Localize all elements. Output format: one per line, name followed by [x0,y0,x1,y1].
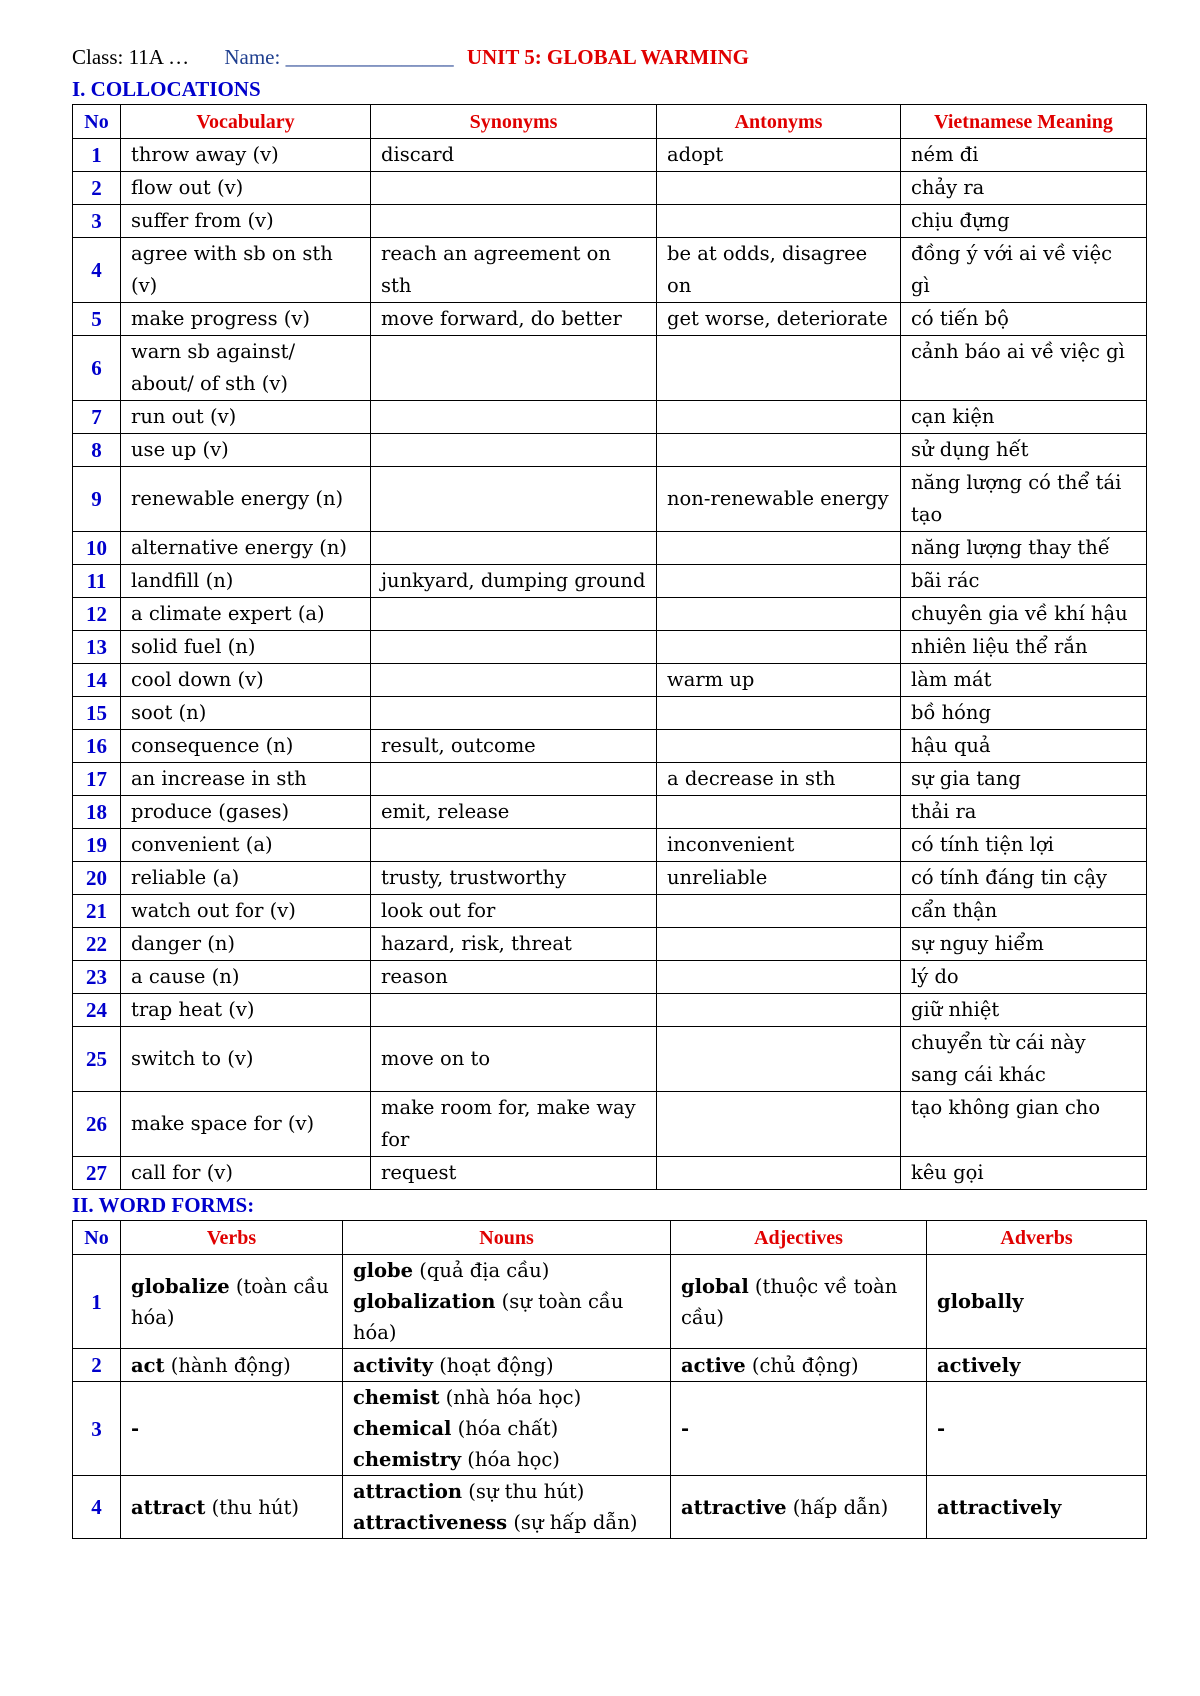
row-number: 8 [73,434,121,467]
adverbs-cell [927,1349,1147,1382]
word-gloss: (chủ động) [745,1353,859,1377]
antonyms-cell: warm up [657,664,901,697]
vocabulary-cell: suffer from (v) [121,205,371,238]
nouns-cell [343,1382,671,1476]
antonyms-cell [657,796,901,829]
meaning-cell: tạo không gian cho [901,1092,1147,1157]
verbs-cell [121,1349,343,1382]
word-form: attractiveness [353,1511,508,1534]
adjectives-cell [671,1349,927,1382]
antonyms-cell [657,565,901,598]
word-gloss: (thu hút) [205,1495,299,1519]
table-row [73,401,1147,434]
table-row [73,763,1147,796]
synonyms-cell [371,598,657,631]
meaning-cell: giữ nhiệt [901,994,1147,1027]
row-number: 6 [73,336,121,401]
table-row [73,862,1147,895]
meaning-cell: năng lượng thay thế [901,532,1147,565]
row-number: 23 [73,961,121,994]
antonyms-cell [657,172,901,205]
unit-title: UNIT 5: GLOBAL WARMING [466,45,749,69]
meaning-cell: có tiến bộ [901,303,1147,336]
antonyms-cell [657,1027,901,1092]
vocabulary-cell: make space for (v) [121,1092,371,1157]
word-entry [937,1350,1136,1381]
meaning-cell: nhiên liệu thể rắn [901,631,1147,664]
vocabulary-cell: convenient (a) [121,829,371,862]
antonyms-cell [657,697,901,730]
adverbs-cell [927,1255,1147,1349]
column-header-adverbs: Adverbs [927,1221,1147,1255]
antonyms-cell [657,994,901,1027]
column-header-verbs: Verbs [121,1221,343,1255]
column-header-synonyms: Synonyms [371,105,657,139]
synonyms-cell [371,336,657,401]
meaning-cell: cạn kiện [901,401,1147,434]
word-gloss: (hóa học) [461,1448,560,1471]
antonyms-cell [657,961,901,994]
nouns-cell [343,1349,671,1382]
word-entry [353,1444,660,1475]
table-row [73,1092,1147,1157]
meaning-cell: sử dụng hết [901,434,1147,467]
verbs-cell [121,1255,343,1349]
table-row [73,532,1147,565]
row-number: 11 [73,565,121,598]
column-header-vocabulary: Vocabulary [121,105,371,139]
word-form: actively [937,1353,1021,1377]
vocabulary-cell: an increase in sth [121,763,371,796]
adjectives-cell [671,1476,927,1539]
synonyms-cell: hazard, risk, threat [371,928,657,961]
synonyms-cell [371,434,657,467]
vocabulary-cell: reliable (a) [121,862,371,895]
meaning-cell: bãi rác [901,565,1147,598]
worksheet-header [72,40,1146,74]
column-header-no: No [73,105,121,139]
word-gloss: (hoạt động) [433,1353,554,1377]
synonyms-cell [371,994,657,1027]
row-number: 17 [73,763,121,796]
antonyms-cell [657,205,901,238]
row-number: 16 [73,730,121,763]
word-entry [353,1413,660,1444]
row-number: 10 [73,532,121,565]
table-row [73,1255,1147,1349]
antonyms-cell [657,631,901,664]
synonyms-cell: discard [371,139,657,172]
antonyms-cell: non-renewable energy [657,467,901,532]
table-row [73,172,1147,205]
antonyms-cell [657,598,901,631]
synonyms-cell [371,532,657,565]
word-form: attraction [353,1480,463,1503]
synonyms-cell: result, outcome [371,730,657,763]
collocations-table [72,104,1147,1190]
row-number: 7 [73,401,121,434]
vocabulary-cell: solid fuel (n) [121,631,371,664]
row-number: 20 [73,862,121,895]
vocabulary-cell: trap heat (v) [121,994,371,1027]
row-number: 1 [73,139,121,172]
vocabulary-cell: consequence (n) [121,730,371,763]
synonyms-cell [371,829,657,862]
synonyms-cell [371,467,657,532]
synonyms-cell [371,205,657,238]
word-entry [681,1350,916,1381]
meaning-cell: đồng ý với ai về việc gì [901,238,1147,303]
word-entry [353,1382,660,1413]
table-row [73,336,1147,401]
column-header-no: No [73,1221,121,1255]
antonyms-cell: adopt [657,139,901,172]
meaning-cell: sự nguy hiểm [901,928,1147,961]
vocabulary-cell: make progress (v) [121,303,371,336]
synonyms-cell: reach an agreement on sth [371,238,657,303]
word-form: chemist [353,1386,440,1409]
synonyms-cell [371,763,657,796]
synonyms-cell: trusty, trustworthy [371,862,657,895]
table-row [73,434,1147,467]
worksheet-page [72,40,1146,1539]
antonyms-cell [657,1157,901,1190]
meaning-cell: có tính đáng tin cậy [901,862,1147,895]
class-label: Class: 11A … [72,45,190,69]
word-form: - [131,1417,140,1440]
adjectives-cell [671,1255,927,1349]
table-row [73,1476,1147,1539]
synonyms-cell [371,631,657,664]
table-row [73,238,1147,303]
synonyms-cell [371,697,657,730]
vocabulary-cell: warn sb against/ about/ of sth (v) [121,336,371,401]
adjectives-cell [671,1382,927,1476]
vocabulary-cell: produce (gases) [121,796,371,829]
word-gloss: (sự thu hút) [462,1480,585,1503]
meaning-cell: chảy ra [901,172,1147,205]
meaning-cell: cảnh báo ai về việc gì [901,336,1147,401]
name-blank: ________________ [285,45,454,69]
vocabulary-cell: landfill (n) [121,565,371,598]
word-forms-header-row [73,1221,1147,1255]
word-gloss: (hành động) [164,1353,291,1377]
word-form: - [681,1417,690,1440]
verbs-cell [121,1382,343,1476]
meaning-cell: ném đi [901,139,1147,172]
antonyms-cell: a decrease in sth [657,763,901,796]
row-number: 15 [73,697,121,730]
word-entry [131,1271,332,1333]
synonyms-cell: junkyard, dumping ground [371,565,657,598]
table-row [73,303,1147,336]
table-row [73,928,1147,961]
word-form: attract [131,1495,206,1519]
row-number: 13 [73,631,121,664]
row-number: 3 [73,205,121,238]
row-number: 24 [73,994,121,1027]
row-number: 14 [73,664,121,697]
word-entry [681,1413,916,1444]
word-form: chemical [353,1417,452,1440]
table-row [73,730,1147,763]
nouns-cell [343,1476,671,1539]
synonyms-cell [371,664,657,697]
meaning-cell: làm mát [901,664,1147,697]
synonyms-cell: request [371,1157,657,1190]
word-form: globalization [353,1290,496,1313]
row-number: 22 [73,928,121,961]
column-header-antonyms: Antonyms [657,105,901,139]
vocabulary-cell: watch out for (v) [121,895,371,928]
meaning-cell: năng lượng có thể tái tạo [901,467,1147,532]
adverbs-cell [927,1476,1147,1539]
word-entry [937,1492,1136,1523]
word-entry [937,1413,1136,1444]
column-header-adjectives: Adjectives [671,1221,927,1255]
synonyms-cell: emit, release [371,796,657,829]
vocabulary-cell: flow out (v) [121,172,371,205]
row-number: 4 [73,238,121,303]
vocabulary-cell: a cause (n) [121,961,371,994]
meaning-cell: có tính tiện lợi [901,829,1147,862]
table-row [73,1157,1147,1190]
nouns-cell [343,1255,671,1349]
word-form: act [131,1353,165,1377]
row-number: 3 [73,1382,121,1476]
word-gloss: (nhà hóa học) [439,1386,582,1409]
synonyms-cell [371,172,657,205]
antonyms-cell: unreliable [657,862,901,895]
word-gloss: (sự hấp dẫn) [507,1511,638,1534]
meaning-cell: cẩn thận [901,895,1147,928]
table-row [73,1349,1147,1382]
table-row [73,796,1147,829]
vocabulary-cell: call for (v) [121,1157,371,1190]
antonyms-cell [657,532,901,565]
antonyms-cell [657,401,901,434]
word-gloss: (thuộc về toàn cầu) [681,1274,898,1329]
table-row [73,631,1147,664]
antonyms-cell: get worse, deteriorate [657,303,901,336]
verbs-cell [121,1476,343,1539]
antonyms-cell [657,1092,901,1157]
row-number: 27 [73,1157,121,1190]
row-number: 5 [73,303,121,336]
row-number: 19 [73,829,121,862]
antonyms-cell: be at odds, disagree on [657,238,901,303]
word-form: attractively [937,1495,1062,1519]
word-form: globally [937,1290,1024,1313]
column-header-meaning: Vietnamese Meaning [901,105,1147,139]
word-gloss: (quả địa cầu) [413,1259,550,1282]
row-number: 26 [73,1092,121,1157]
word-entry [353,1476,660,1507]
table-row [73,829,1147,862]
row-number: 21 [73,895,121,928]
word-gloss: (hóa chất) [451,1417,559,1440]
table-row [73,895,1147,928]
word-entry [131,1492,332,1523]
word-gloss: (hấp dẫn) [786,1495,889,1519]
table-row [73,697,1147,730]
word-form: chemistry [353,1448,462,1471]
row-number: 12 [73,598,121,631]
vocabulary-cell: use up (v) [121,434,371,467]
table-row [73,467,1147,532]
table-row [73,1382,1147,1476]
synonyms-cell: move forward, do better [371,303,657,336]
word-entry [353,1507,660,1538]
antonyms-cell [657,730,901,763]
antonyms-cell [657,434,901,467]
collocations-title: I. COLLOCATIONS [72,77,261,101]
synonyms-cell: make room for, make way for [371,1092,657,1157]
vocabulary-cell: run out (v) [121,401,371,434]
synonyms-cell: move on to [371,1027,657,1092]
row-number: 2 [73,1349,121,1382]
row-number: 9 [73,467,121,532]
vocabulary-cell: cool down (v) [121,664,371,697]
vocabulary-cell: danger (n) [121,928,371,961]
word-entry [937,1286,1136,1317]
word-entry [353,1286,660,1348]
row-number: 1 [73,1255,121,1349]
row-number: 25 [73,1027,121,1092]
row-number: 2 [73,172,121,205]
word-entry [681,1492,916,1523]
word-entry [131,1413,332,1444]
synonyms-cell: look out for [371,895,657,928]
meaning-cell: chuyển từ cái này sang cái khác [901,1027,1147,1092]
word-form: globalize [131,1274,230,1298]
word-forms-title: II. WORD FORMS: [72,1193,255,1217]
meaning-cell: chịu đựng [901,205,1147,238]
vocabulary-cell: a climate expert (a) [121,598,371,631]
meaning-cell: sự gia tang [901,763,1147,796]
word-forms-table [72,1220,1147,1539]
collocations-header-row [73,105,1147,139]
antonyms-cell [657,928,901,961]
meaning-cell: lý do [901,961,1147,994]
row-number: 18 [73,796,121,829]
vocabulary-cell: alternative energy (n) [121,532,371,565]
meaning-cell: chuyên gia về khí hậu [901,598,1147,631]
adverbs-cell [927,1382,1147,1476]
table-row [73,598,1147,631]
meaning-cell: kêu gọi [901,1157,1147,1190]
word-entry [353,1255,660,1286]
word-form: globe [353,1259,414,1282]
meaning-cell: hậu quả [901,730,1147,763]
vocabulary-cell: switch to (v) [121,1027,371,1092]
row-number: 4 [73,1476,121,1539]
word-entry [131,1350,332,1381]
vocabulary-cell: renewable energy (n) [121,467,371,532]
word-gloss: (sự toàn cầu hóa) [353,1290,624,1344]
word-entry [681,1271,916,1333]
synonyms-cell [371,401,657,434]
vocabulary-cell: throw away (v) [121,139,371,172]
table-row [73,994,1147,1027]
vocabulary-cell: agree with sb on sth (v) [121,238,371,303]
word-form: global [681,1274,749,1298]
word-form: active [681,1353,746,1377]
word-form: - [937,1417,946,1440]
synonyms-cell: reason [371,961,657,994]
name-label: Name: [224,45,281,69]
antonyms-cell: inconvenient [657,829,901,862]
word-form: activity [353,1353,433,1377]
antonyms-cell [657,895,901,928]
vocabulary-cell: soot (n) [121,697,371,730]
word-entry [353,1350,660,1381]
word-gloss: (toàn cầu hóa) [131,1274,329,1329]
table-row [73,664,1147,697]
table-row [73,139,1147,172]
table-row [73,1027,1147,1092]
meaning-cell: bồ hóng [901,697,1147,730]
antonyms-cell [657,336,901,401]
word-form: attractive [681,1495,787,1519]
table-row [73,961,1147,994]
column-header-nouns: Nouns [343,1221,671,1255]
meaning-cell: thải ra [901,796,1147,829]
table-row [73,205,1147,238]
table-row [73,565,1147,598]
